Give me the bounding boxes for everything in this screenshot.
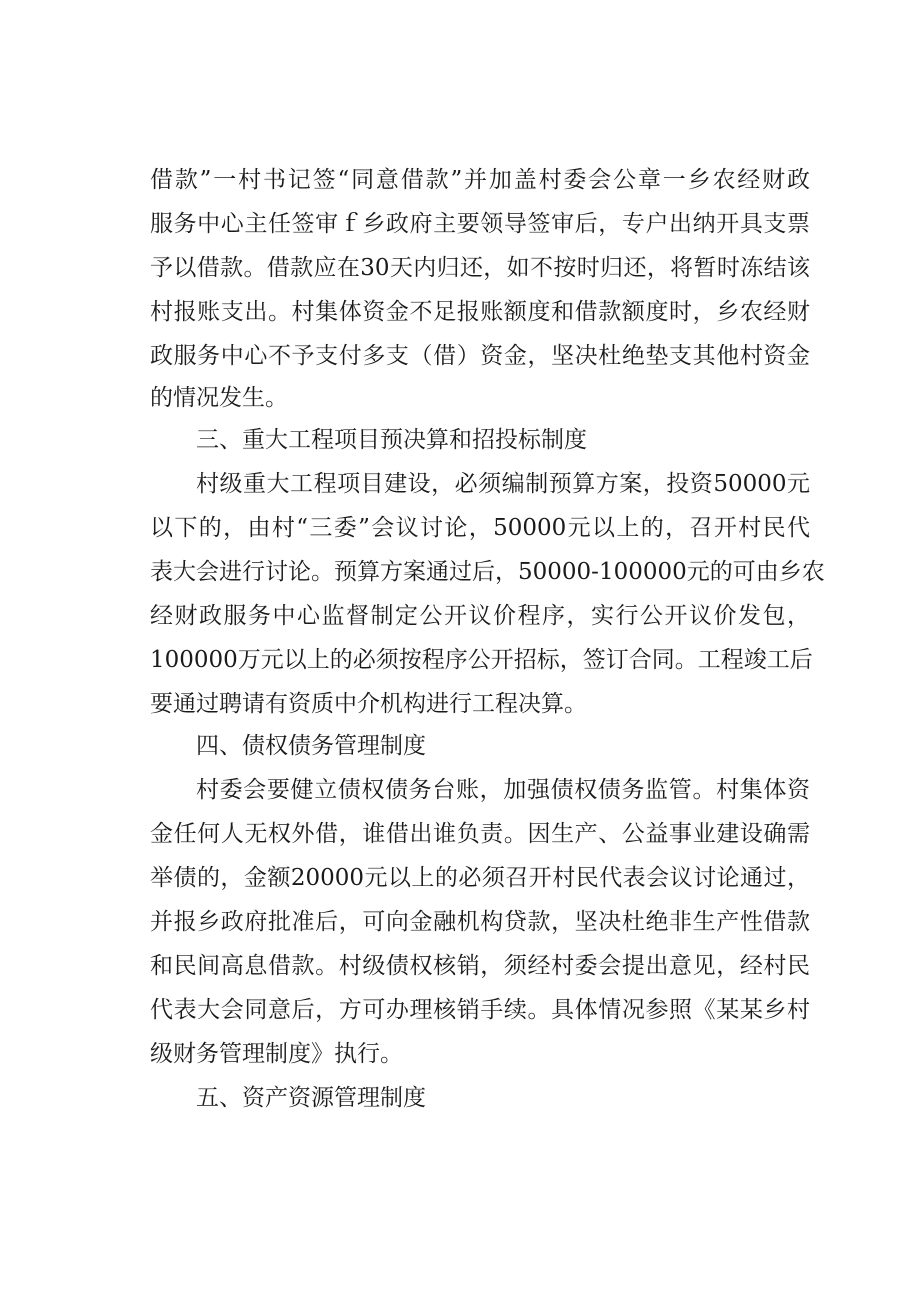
paragraph-line: 表大会进行讨论。预算方案通过后，50000-100000元的可由乡农 <box>150 559 825 585</box>
section-heading-4: 四、债权债务管理制度 <box>196 733 426 759</box>
paragraph-line: 举债的，金额20000元以上的必须召开村民代表会议讨论通过， <box>150 865 810 891</box>
section-heading-5: 五、资产资源管理制度 <box>196 1085 426 1111</box>
section-heading-3: 三、重大工程项目预决算和招投标制度 <box>196 427 587 453</box>
paragraph-line: 并报乡政府批准后，可向金融机构贷款，坚决杜绝非生产性借款 <box>150 909 810 935</box>
paragraph-line: 的情况发生。 <box>150 385 288 411</box>
paragraph-line: 服务中心主任签审ｆ乡政府主要领导签审后，专户出纳开具支票 <box>150 211 810 237</box>
paragraph-line: 和民间高息借款。村级债权核销，须经村委会提出意见，经村民 <box>150 953 810 979</box>
paragraph-line: 经财政服务中心监督制定公开议价程序，实行公开议价发包， <box>150 603 810 629</box>
paragraph-line: 村级重大工程项目建设，必须编制预算方案，投资50000元 <box>196 471 810 497</box>
paragraph-line: 政服务中心不予支付多支（借）资金，坚决杜绝垫支其他村资金 <box>150 343 810 369</box>
paragraph-line: 代表大会同意后，方可办理核销手续。具体情况参照《某某乡村 <box>150 997 810 1023</box>
paragraph-line: 村委会要健立债权债务台账，加强债权债务监管。村集体资 <box>196 777 810 803</box>
paragraph-line: 以下的，由村“三委”会议讨论，50000元以上的，召开村民代 <box>150 515 810 541</box>
paragraph-line: 村报账支出。村集体资金不足报账额度和借款额度时，乡农经财 <box>150 299 810 325</box>
paragraph-line: 借款”一村书记签“同意借款”并加盖村委会公章一乡农经财政 <box>150 167 810 193</box>
paragraph-line: 级财务管理制度》执行。 <box>150 1041 403 1067</box>
paragraph-line: 予以借款。借款应在30天内归还，如不按时归还，将暂时冻结该 <box>150 255 810 281</box>
paragraph-line: 金任何人无权外借，谁借出谁负责。因生产、公益事业建设确需 <box>150 821 810 847</box>
paragraph-line: 要通过聘请有资质中介机构进行工程决算。 <box>150 691 587 717</box>
paragraph-line: 100000万元以上的必须按程序公开招标，签订合同。工程竣工后 <box>150 647 813 673</box>
